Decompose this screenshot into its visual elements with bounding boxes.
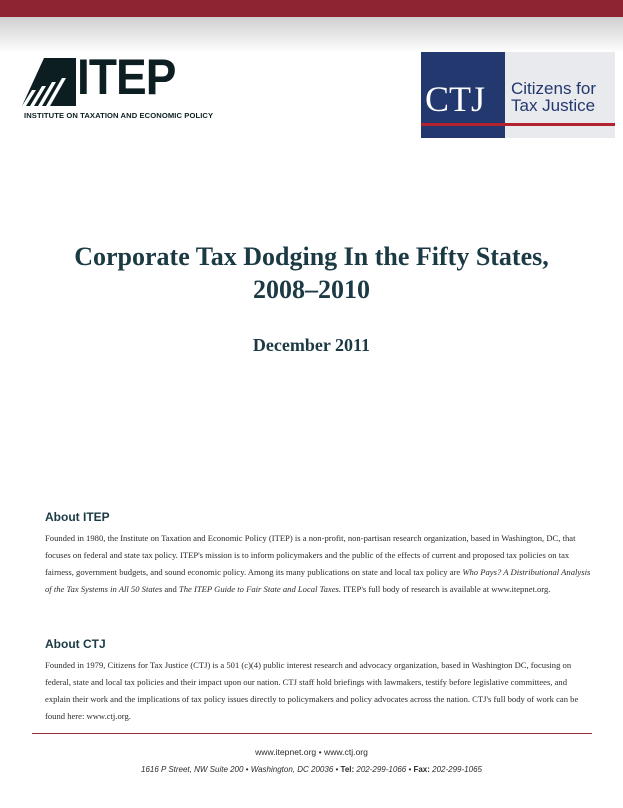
about-itep-text-part1: Founded in 1980, the Institute on Taxation and Economic Policy (ITEP) is a non-profit, non-partisan research organization, based in Washington, DC, that focuses on federal and state tax policy. ITEP's mission is to inform policymakers and the public of the effects of current and proposed tax policies on tax fairness, government budgets, and sound economic policy. Among its many publications on state and local tax policy are	[45, 533, 576, 577]
footer-websites: www.itepnet.org • www.ctj.org	[255, 747, 368, 757]
footer-tel-label: Tel:	[340, 765, 355, 774]
about-itep-section	[45, 510, 593, 598]
footer-contact	[0, 765, 623, 774]
about-itep-text-part3: ITEP's full body of research is available at www.itepnet.org.	[341, 584, 551, 594]
ctj-logo-rule	[421, 123, 615, 126]
about-itep-heading: About ITEP	[45, 510, 110, 524]
ctj-logo-name-line1: Citizens for	[511, 79, 597, 98]
itep-logo-text: ITEP	[77, 49, 176, 105]
footer-fax-label: Fax:	[413, 765, 430, 774]
report-title	[0, 240, 623, 306]
footer-tel: 202-299-1066 •	[354, 765, 414, 774]
about-ctj-text: Founded in 1979, Citizens for Tax Justice (CTJ) is a 501 (c)(4) public interest research and advocacy organization, based in Washington DC, focusing on federal, state and local tax policies and their impact upon our nation. CTJ staff hold briefings with lawmakers, testify before legislative committees, and explain their work and the implications of tax policy issues directly to policymakers and policy advocates across the nation. CTJ's full body of work can be found here: www.ctj.org.	[45, 660, 579, 721]
report-title-line1: Corporate Tax Dodging In the Fifty States,	[74, 242, 549, 271]
itep-logo-tagline: INSTITUTE ON TAXATION AND ECONOMIC POLICY	[24, 111, 214, 120]
itep-logo-mark-icon	[22, 58, 76, 106]
footer-fax: 202-299-1065	[429, 765, 482, 774]
ctj-logo	[421, 52, 615, 138]
ctj-logo-name	[511, 80, 596, 114]
about-ctj-heading: About CTJ	[45, 637, 106, 651]
footer-divider	[32, 733, 592, 734]
about-itep-text	[45, 530, 593, 598]
footer-address: 1616 P Street, NW Suite 200 • Washington, DC 20036 •	[141, 765, 341, 774]
itep-logo	[22, 49, 214, 125]
ctj-logo-letters: CTJ	[425, 79, 486, 119]
about-itep-text-part2: and	[162, 584, 179, 594]
top-color-bar	[0, 0, 623, 17]
report-title-line2: 2008–2010	[253, 275, 370, 304]
report-date: December 2011	[252, 335, 371, 355]
about-itep-publication-1: Who Pays? A Distributional Analysis of the Tax Systems in All 50 States	[45, 567, 591, 594]
ctj-logo-name-line2: Tax Justice	[511, 96, 596, 115]
about-itep-publication-2: The ITEP Guide to Fair State and Local Taxes.	[178, 584, 342, 594]
about-ctj-section	[45, 637, 593, 725]
